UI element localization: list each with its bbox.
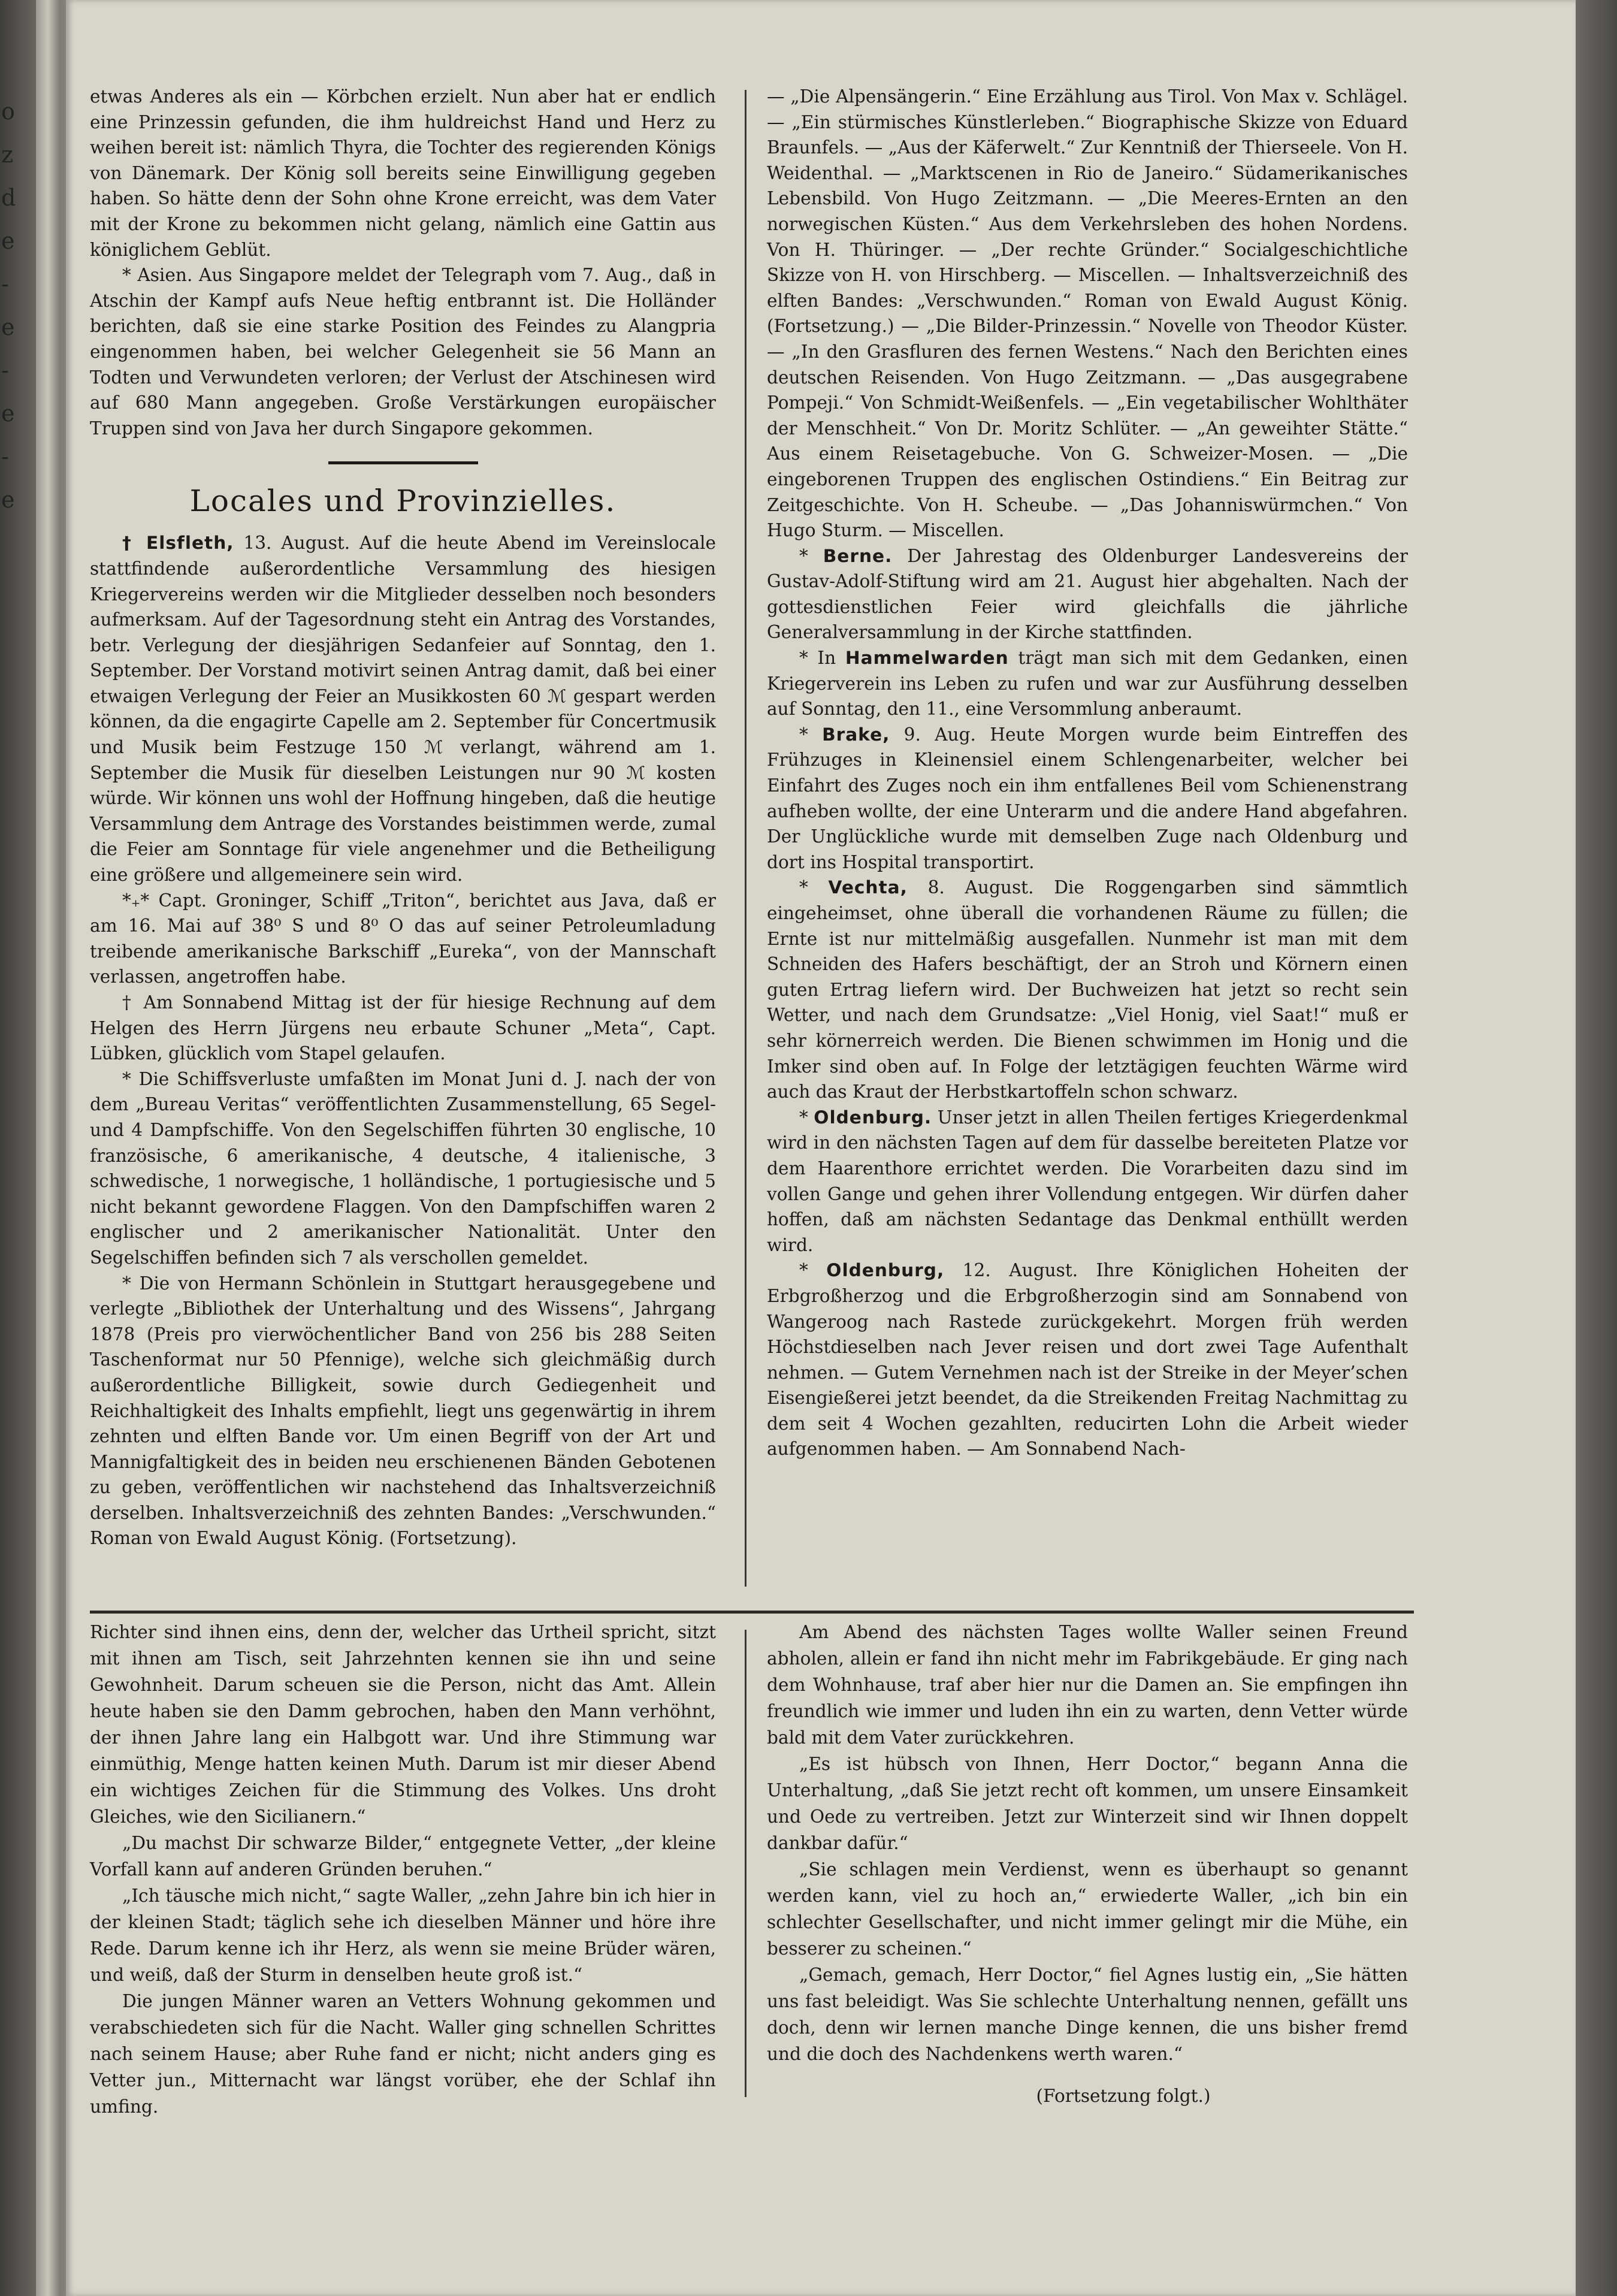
article-oldenburg-body: Unser jetzt in allen Theilen fertiges Kriegerdenkmal wird in den nächsten Tagen auf dem für dasselbe bereiteten Platze vor dem Haarenthore errichtet werden. Die Vorarbeiten dazu sind im vollen Gange und gehen ihrer Vollendung entgegen. Wir dürfen daher hoffen, daß am nächsten Sedantage das Denkmal enthüllt werden wird. xyxy=(767,1107,1408,1255)
feuilleton-right-column xyxy=(767,1619,1408,2109)
article-berne xyxy=(767,543,1408,645)
feuilleton-left-column xyxy=(90,1619,716,2120)
feuilleton-paragraph: „Es ist hübsch von Ihnen, Herr Doctor,“ begann Anna die Unterhaltung, „daß Sie jetzt recht oft kommen, um unsere Einsamkeit und Oede zu vertreiben. Jetzt zur Winterzeit sind wir Ihnen doppelt dankbar dafür.“ xyxy=(767,1754,1408,1853)
prefix: * In xyxy=(799,648,845,669)
right-news-column xyxy=(767,84,1408,1462)
feuilleton-paragraph: „Du machst Dir schwarze Bilder,“ entgegnete Vetter, „der kleine Vorfall kann auf anderen Gründen beruhen.“ xyxy=(90,1833,716,1880)
article-brake xyxy=(767,722,1408,875)
article-meta-launch: † Am Sonnabend Mittag ist der für hiesige Rechnung auf dem Helgen des Herrn Jürgens neu erbaute Schuner „Meta“, Capt. Lübken, glücklich vom Stapel gelaufen. xyxy=(90,992,716,1064)
article-bibliothek: * Die von Hermann Schönlein in Stuttgart herausgegebene und verlegte „Bibliothek der Unterhaltung und des Wissens“, Jahrgang 1878 (Preis pro vierwöchentlicher Band von 256 bis 288 Seiten Taschenformat nur 50 Pfennige), welche sich gleichmäßig durch außerordentliche Billigkeit, sowie durch Gediegenheit und Reichhaltigkeit des Inhalts empfiehlt, liegt uns gegenwärtig in ihrem zehnten und elften Bande vor. Um einen Begriff von der Art und Mannigfaltigkeit des in beiden neu erschienenen Bänden Gebotenen zu geben, veröffentlichen wir nachstehend das Inhaltsverzeichniß derselben. Inhaltsverzeichniß des zehnten Bandes: „Verschwunden.“ Roman von Ewald August König. (Fortsetzung). xyxy=(90,1273,716,1549)
section-divider xyxy=(328,461,478,464)
page-right-border xyxy=(1576,0,1617,2296)
article-asia: * Asien. Aus Singapore meldet der Telegraph vom 7. Aug., daß in Atschin der Kampf aufs Neue heftig entbrannt ist. Die Holländer berichten, daß sie eine starke Position des Feindes zu Alangpria eingenommen haben, bei welcher Gelegenheit sie 56 Mann an Todten und Verwundeten verloren; der Verlust der Atschinesen wird auf 680 Mann angegeben. Große Verstärkungen europäischer Truppen sind von Java her durch Singapore gekommen. xyxy=(90,265,716,439)
prefix: * xyxy=(799,545,823,566)
article-elsfleth-body: 13. August. Auf die heute Abend im Vereinslocale stattfindende außerordentliche Versammlung des hiesigen Kriegervereins werden wir die Mitglieder desselben noch besonders aufmerksam. Auf der Tagesordnung steht ein Antrag des Vorstandes, betr. Verlegung der diesjährigen Sedanfeier auf Sonntag, den 1. September. Der Vorstand motivirt seinen Antrag damit, daß bei einer etwaigen Verlegung der Feier an Musikkosten 60 ℳ gespart werden können, da die engagirte Capelle am 2. September für Concertmusik und Musik beim Festzuge 150 ℳ verlangt, während am 1. September die Musik für dieselben Leistungen nur 90 ℳ kosten würde. Wir können uns wohl der Hoffnung hingeben, daß die heutige Versammlung dem Antrage des Vorstandes beistimmen werde, zumal die Feier am Sonntage für viele angenehmer und die Betheiligung eine größere und allgemeinere sein wird. xyxy=(90,533,717,886)
article-elsfleth xyxy=(90,530,716,887)
dateline-berne: Berne. xyxy=(823,545,893,566)
feuilleton-paragraph: Die jungen Männer waren an Vetters Wohnung gekommen und verabschiedeten sich für die Nacht. Waller ging schnellen Schrittes nach seinem Hause; aber Ruhe fand er nicht; nicht anders ging es Vetter jun., Mitternacht war längst vorüber, ehe der Schlaf ihn umfing. xyxy=(90,1991,716,2117)
feuilleton-paragraph: „Sie schlagen mein Verdienst, wenn es überhaupt so genannt werden kann, viel zu hoch an,“ erwiederte Waller, „ich bin ein schlechter Gesellschafter, und nicht immer gelingt mir die Mühe, ein besserer zu scheinen.“ xyxy=(767,1859,1408,1959)
article-oldenburg-court xyxy=(767,1258,1408,1462)
feuilleton-paragraph: „Gemach, gemach, Herr Doctor,“ fiel Agnes lustig ein, „Sie hätten uns fast beleidigt. Was Sie schlechte Unterhaltung nennen, gefällt uns doch, denn wir lernen manche Dinge kennen, die uns bisher fremd und die doch des Nachdenkens werth waren.“ xyxy=(767,1965,1408,2064)
article-oldenburg-12-body: 12. August. Ihre Königlichen Hoheiten der Erbgroßherzog und die Erbgroßherzogin sind am Sonnabend von Wangeroog nach Rastede zurückgekehrt. Morgen früh werden Höchstdieselben nach Jever reisen und dort zwei Tage Aufenthalt nehmen. — Gutem Vernehmen nach ist der Streike in der Meyer’schen Eisengießerei jetzt beendet, da die Streikenden Freitag Nachmittag zu dem seit 4 Wochen gezahlten, reducirten Lohn die Arbeit wieder aufgenommen haben. — Am Sonnabend Nach- xyxy=(767,1260,1408,1460)
prefix: * xyxy=(799,877,829,898)
article-vechta xyxy=(767,875,1408,1104)
prefix: * xyxy=(799,1107,814,1128)
feuilleton-paragraph: Richter sind ihnen eins, denn der, welcher das Urtheil spricht, sitzt mit ihnen am Tisch, seit Jahrzehnten kennen sie ihn und seine Gewohnheit. Darum scheuen sie die Person, nicht das Amt. Allein heute haben sie den Damm gebrochen, haben den Mann verhöhnt, der ihnen Jahre lang ein Halbgott war. Und ihre Stimmung war einmüthig, Menge hatten keinen Muth. Darum ist mir dieser Abend ein wichtiges Zeichen für die Stimmung des Volkes. Uns droht Gleiches, wie den Sicilianern.“ xyxy=(90,1622,716,1827)
section-title: Locales und Provinzielles. xyxy=(189,484,616,519)
article-oldenburg-denkmal xyxy=(767,1105,1408,1258)
dateline-oldenburg: Oldenburg. xyxy=(814,1107,932,1128)
feuilleton-paragraph: „Ich täusche mich nicht,“ sagte Waller, „zehn Jahre bin ich hier in der kleinen Stadt; täglich sehe ich dieselben Männer und höre ihre Rede. Darum kenne ich ihr Herz, als wenn sie meine Brüder wären, und weiß, daß der Sturm in denselben heute groß ist.“ xyxy=(90,1886,716,1985)
adjacent-page-edge xyxy=(0,0,72,2296)
article-brake-body: 9. Aug. Heute Morgen wurde beim Eintreffen des Frühzuges in Kleinensiel einem Schlengenarbeiter, welcher bei Einfahrt des Zuges noch ein ihm entfallenes Beil vom Schienenstrang aufheben wollte, der eine Unterarm und die andere Hand abgefahren. Der Unglückliche wurde mit demselben Zuge nach Oldenburg und dort ins Hospital transportirt. xyxy=(767,724,1408,872)
dateline-hammelwarden: Hammelwarden xyxy=(845,648,1009,669)
dateline-brake: Brake, xyxy=(822,724,890,745)
article-contents-list: — „Die Alpensängerin.“ Eine Erzählung aus Tirol. Von Max v. Schlägel. — „Ein stürmisches Künstlerleben.“ Biographische Skizze von Eduard Braunfels. — „Aus der Käferwelt.“ Zur Kenntniß der Thierseele. Von H. Weidenthal. — „Marktscenen in Rio de Janeiro.“ Südamerikanisches Lebensbild. Von Hugo Zeitzmann. — „Die Meeres-Ernten an den norwegischen Küsten.“ Aus dem Verkehrsleben des hohen Nordens. Von H. Thüringer. — „Der rechte Gründer.“ Socialgeschichtliche Skizze von H. von Hirschberg. — Miscellen. — Inhaltsverzeichniß des elften Bandes: „Verschwunden.“ Roman von Ewald August König. (Fortsetzung.) — „Die Bilder-Prinzessin.“ Novelle von Theodor Küster. — „In den Grasfluren des fernen Westens.“ Nach den Berichten eines deutschen Reisenden. Von Hugo Zeitzmann. — „Das ausgegrabene Pompeji.“ Von Schmidt-Weißenfels. — „Ein vegetabilischer Wohlthäter der Menschheit.“ Von Dr. Moritz Schlüter. — „An geweihter Stätte.“ Aus einem Reisetagebuche. Von G. Schweizer-Mosen. — „Die eingeborenen Truppen des englischen Ostindiens.“ Ein Beitrag zur Zeitgeschichte. Von H. Scheube. — „Das Johanniswürmchen.“ Von Hugo Sturm. — Miscellen. xyxy=(767,86,1408,541)
column-divider-top xyxy=(745,90,746,1587)
dateline-oldenburg-12: Oldenburg, xyxy=(826,1260,945,1281)
article-vechta-body: 8. August. Die Roggengarben sind sämmtlich eingeheimset, ohne überall die vorhandenen Räume zu füllen; die Ernte ist nur mittelmäßig ausgefallen. Nunmehr ist man mit dem Schneiden des Hafers beschäftigt, der an Stroh und Körnern einen guten Ertrag liefern wird. Der Buchweizen hat jetzt so recht sein Wetter, und nach dem Grundsatze: „Viel Honig, viel Saat!“ muß er sehr körnerreich werden. Die Bienen schwimmen im Honig und die Imker sind oben auf. In Folge der letztägigen feuchten Wärme wird auch das Kraut der Herbstkartoffeln schon schwarz. xyxy=(767,877,1408,1102)
article-hammelwarden-body: trägt man sich mit dem Gedanken, einen Kriegerverein ins Leben zu rufen und war zur Ausführung desselben auf Sonntag, den 11., eine Versommlung anberaumt. xyxy=(767,648,1408,720)
prefix: * xyxy=(799,1260,827,1281)
feuilleton-separator-rule xyxy=(90,1611,1414,1614)
page-fold-shadow xyxy=(36,0,60,2296)
feuilleton-paragraph: Am Abend des nächsten Tages wollte Waller seinen Freund abholen, allein er fand ihn nicht mehr im Fabrikgebäude. Er ging nach dem Wohnhause, traf aber hier nur die Damen an. Sie empfingen ihn freundlich wie immer und luden ihn ein zu warten, denn Vetter würde bald mit dem Vater zurückkehren. xyxy=(767,1622,1408,1748)
article-ship-losses: * Die Schiffsverluste umfaßten im Monat Juni d. J. nach der von dem „Bureau Veritas“ veröffentlichten Zusammenstellung, 65 Segel- und 4 Dampfschiffe. Von den Segelschiffen führten 30 englische, 10 französische, 6 amerikanische, 4 deutsche, 4 italienische, 3 schwedische, 1 norwegische, 1 holländische, 1 portugiesische und 5 nicht bekannt gewordene Flaggen. Von den Dampfschiffen waren 2 englischer und 2 amerikanischer Nationalität. Unter den Segelschiffen befinden sich 7 als verschollen gemeldet. xyxy=(90,1068,716,1268)
continued-note: (Fortsetzung folgt.) xyxy=(1036,2086,1211,2106)
article-berne-body: Der Jahrestag des Oldenburger Landesvereins der Gustav-Adolf-Stiftung wird am 21. August hier abgehalten. Nach der gottesdienstlichen Feier wird gleichfalls die jährliche Generalversammlung in der Kirche stattfinden. xyxy=(767,545,1408,643)
dateline-vechta: Vechta, xyxy=(828,877,908,898)
adjacent-page-fragment: o z d e - e - e - e xyxy=(1,98,16,513)
article-text: etwas Anderes als ein — Körbchen erzielt. Nun aber hat er endlich eine Prinzessin gefunden, die ihm huldreichst Hand und Herz zu weihen bereit ist: nämlich Thyra, die Tochter des regierenden Königs von Dänemark. Der König soll bereits seine Einwilligung gegeben haben. So hätte denn der Sohn ohne Krone erreicht, was dem Vater mit der Krone zu bekommen nicht gelang, nämlich eine Gattin aus königlichem Geblüt. xyxy=(90,86,716,260)
article-groninger: *₊* Capt. Groninger, Schiff „Triton“, berichtet aus Java, daß er am 16. Mai auf 38⁰ S und 8⁰ O das auf seiner Petroleumladung treibende amerikanische Barkschiff „Eureka“, von der Mannschaft verlassen, angetroffen habe. xyxy=(90,890,716,987)
article-hammelwarden xyxy=(767,645,1408,722)
left-news-column xyxy=(90,84,716,1551)
dateline-elsfleth: † Elsfleth, xyxy=(122,533,234,554)
prefix: * xyxy=(799,724,823,745)
column-divider-bottom xyxy=(745,1630,746,2097)
